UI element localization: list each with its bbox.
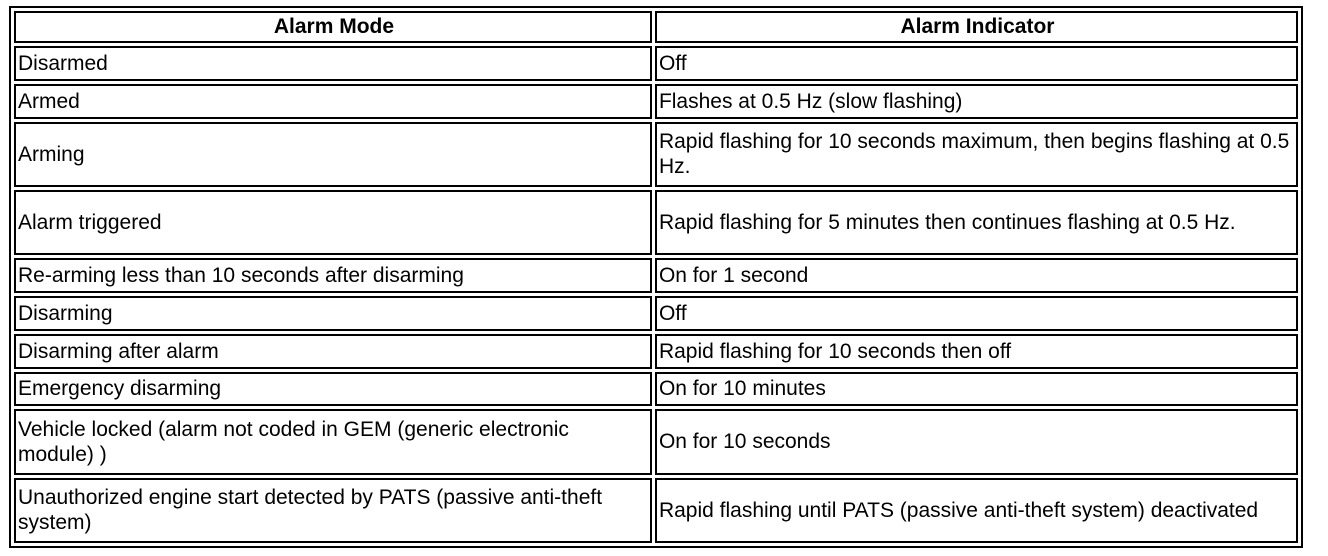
alarm-mode-cell: Disarming after alarm bbox=[14, 334, 652, 369]
alarm-mode-cell: Emergency disarming bbox=[14, 372, 652, 407]
header-alarm-indicator: Alarm Indicator bbox=[655, 11, 1298, 43]
alarm-indicator-cell: On for 1 second bbox=[655, 258, 1298, 293]
alarm-mode-cell: Alarm triggered bbox=[14, 190, 652, 255]
alarm-mode-cell: Unauthorized engine start detected by PATS (passive anti-theft system) bbox=[14, 478, 652, 543]
alarm-mode-cell: Arming bbox=[14, 122, 652, 187]
alarm-mode-cell: Vehicle locked (alarm not coded in GEM (generic electronic module) ) bbox=[14, 409, 652, 474]
alarm-indicator-cell: Rapid flashing for 5 minutes then continues flashing at 0.5 Hz. bbox=[655, 190, 1298, 255]
alarm-table bbox=[11, 8, 1301, 546]
table-header-row bbox=[14, 11, 1298, 43]
table-row bbox=[14, 409, 1298, 474]
table-row bbox=[14, 46, 1298, 81]
table-row bbox=[14, 334, 1298, 369]
alarm-mode-cell: Disarmed bbox=[14, 46, 652, 81]
table-row bbox=[14, 84, 1298, 119]
alarm-table-container bbox=[9, 6, 1303, 548]
alarm-indicator-cell: Rapid flashing for 10 seconds then off bbox=[655, 334, 1298, 369]
table-row bbox=[14, 258, 1298, 293]
alarm-mode-cell: Armed bbox=[14, 84, 652, 119]
alarm-indicator-cell: Off bbox=[655, 296, 1298, 331]
alarm-indicator-cell: Rapid flashing until PATS (passive anti-theft system) deactivated bbox=[655, 478, 1298, 543]
alarm-indicator-cell: Off bbox=[655, 46, 1298, 81]
alarm-indicator-cell: Flashes at 0.5 Hz (slow flashing) bbox=[655, 84, 1298, 119]
table-row bbox=[14, 190, 1298, 255]
alarm-indicator-cell: On for 10 seconds bbox=[655, 409, 1298, 474]
header-alarm-mode: Alarm Mode bbox=[14, 11, 652, 43]
table-row bbox=[14, 478, 1298, 543]
alarm-indicator-cell: Rapid flashing for 10 seconds maximum, then begins flashing at 0.5 Hz. bbox=[655, 122, 1298, 187]
alarm-indicator-cell: On for 10 minutes bbox=[655, 372, 1298, 407]
alarm-mode-cell: Re-arming less than 10 seconds after disarming bbox=[14, 258, 652, 293]
table-row bbox=[14, 122, 1298, 187]
alarm-mode-cell: Disarming bbox=[14, 296, 652, 331]
table-row bbox=[14, 296, 1298, 331]
table-row bbox=[14, 372, 1298, 407]
